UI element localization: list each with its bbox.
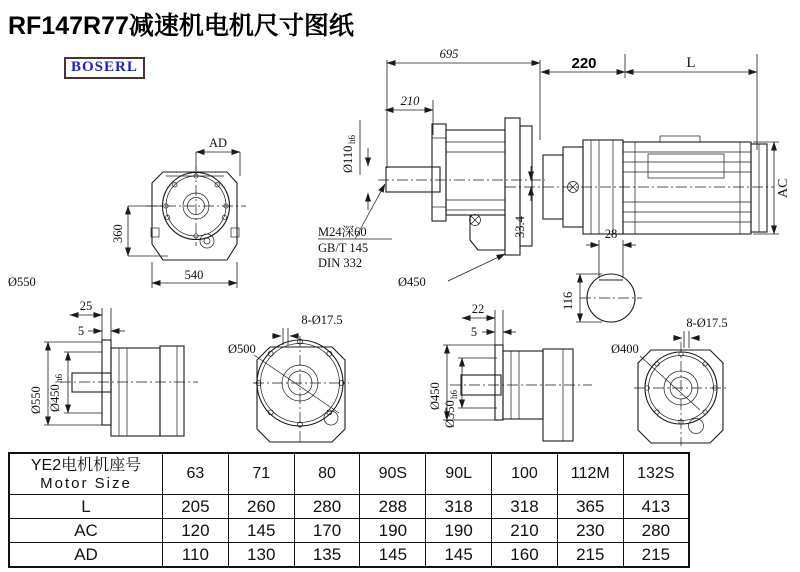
table-cell: 205 (163, 495, 229, 519)
table-cell: 280 (623, 519, 689, 543)
column-header: 132S (623, 453, 689, 495)
dim-dia550-left: Ø550 (8, 275, 36, 289)
table-cell: 170 (294, 519, 360, 543)
table-cell: 318 (426, 495, 492, 519)
dim-shaft-diameter (341, 135, 357, 174)
column-header: 112M (557, 453, 623, 495)
note-tap-hole: M24深60 (318, 225, 367, 239)
dim-dia450-mid: Ø450 (398, 275, 426, 289)
table-cell: 413 (623, 495, 689, 519)
dim-dia400: Ø400 (611, 342, 639, 356)
view-flange-side-450 (428, 302, 592, 441)
header-motor-size-cn: YE2电机机座号 (30, 457, 142, 474)
technical-drawing (0, 40, 800, 452)
view-flange-side-550 (29, 299, 198, 436)
row-label: AC (9, 519, 163, 543)
svg-text:Ø110: Ø110 (341, 145, 355, 173)
header-motor-size-en: Motor Size (40, 475, 132, 492)
brand-logo: BOSERL (64, 57, 145, 79)
table-cell: 260 (228, 495, 294, 519)
table-cell: 120 (163, 519, 229, 543)
dim-dia450-b: Ø450 (428, 382, 442, 410)
view-flange-front-400 (611, 316, 728, 446)
table-cell: 145 (360, 543, 426, 568)
dim-L: L (686, 55, 696, 71)
dim-dia450-h6 (48, 374, 64, 413)
table-cell: 215 (623, 543, 689, 568)
table-cell: 130 (228, 543, 294, 568)
row-label: L (9, 495, 163, 519)
column-header: 80 (294, 453, 360, 495)
table-cell: 135 (294, 543, 360, 568)
dim-ad: AD (208, 136, 228, 150)
table-cell: 210 (492, 519, 558, 543)
view-flange-front-500 (228, 313, 349, 444)
view-reducer-side (318, 47, 774, 289)
svg-text:h6: h6 (449, 390, 459, 399)
table-cell: 110 (163, 543, 229, 568)
dim-210: 210 (400, 94, 420, 108)
dim-dia500: Ø500 (228, 342, 256, 356)
dim-25: 25 (79, 299, 93, 313)
table-cell: 215 (557, 543, 623, 568)
svg-text:Ø450: Ø450 (48, 384, 62, 412)
dim-33-4: 33.4 (513, 216, 527, 238)
column-header: 90S (360, 453, 426, 495)
dim-dia350-h6 (443, 390, 459, 429)
dim-695: 695 (439, 47, 459, 61)
row-label: AD (9, 543, 163, 568)
table-cell: 230 (557, 519, 623, 543)
view-shaft-section (561, 227, 642, 322)
svg-text:Ø350: Ø350 (443, 400, 457, 428)
table-cell: 318 (492, 495, 558, 519)
table-row-AC (9, 519, 689, 543)
svg-text:h6: h6 (347, 135, 357, 144)
page-title: RF147R77减速机电机尺寸图纸 (8, 12, 354, 40)
column-header: 100 (492, 453, 558, 495)
column-header: 71 (228, 453, 294, 495)
table-cell: 160 (492, 543, 558, 568)
table-cell: 190 (360, 519, 426, 543)
column-header: 90L (426, 453, 492, 495)
header-motor-size (9, 453, 163, 495)
dim-360: 360 (111, 224, 125, 243)
view-gearbox-front (8, 136, 246, 289)
dim-116: 116 (561, 291, 575, 310)
table-cell: 145 (228, 519, 294, 543)
table-cell: 288 (360, 495, 426, 519)
view-motor-side (543, 136, 791, 234)
note-gbt: GB/T 145 (318, 241, 369, 255)
column-header: 63 (163, 453, 229, 495)
dim-5: 5 (77, 324, 85, 338)
dim-dia550: Ø550 (29, 386, 43, 414)
motor-size-table (8, 452, 690, 568)
note-din: DIN 332 (318, 256, 363, 270)
svg-text:h6: h6 (54, 374, 64, 383)
table-row-L (9, 495, 689, 519)
table-header-row (9, 453, 689, 495)
dim-220: 220 (571, 55, 597, 72)
dim-holes-500: 8-Ø17.5 (301, 313, 343, 327)
table-cell: 190 (426, 519, 492, 543)
dim-28: 28 (604, 227, 618, 241)
table-cell: 145 (426, 543, 492, 568)
table-row-AD (9, 543, 689, 568)
table-cell: 365 (557, 495, 623, 519)
dim-holes-400: 8-Ø17.5 (686, 316, 728, 330)
dim-22: 22 (471, 302, 485, 316)
table-cell: 280 (294, 495, 360, 519)
dim-ac: AC (776, 178, 791, 198)
dim-540: 540 (184, 268, 204, 282)
dim-5b: 5 (470, 325, 478, 339)
